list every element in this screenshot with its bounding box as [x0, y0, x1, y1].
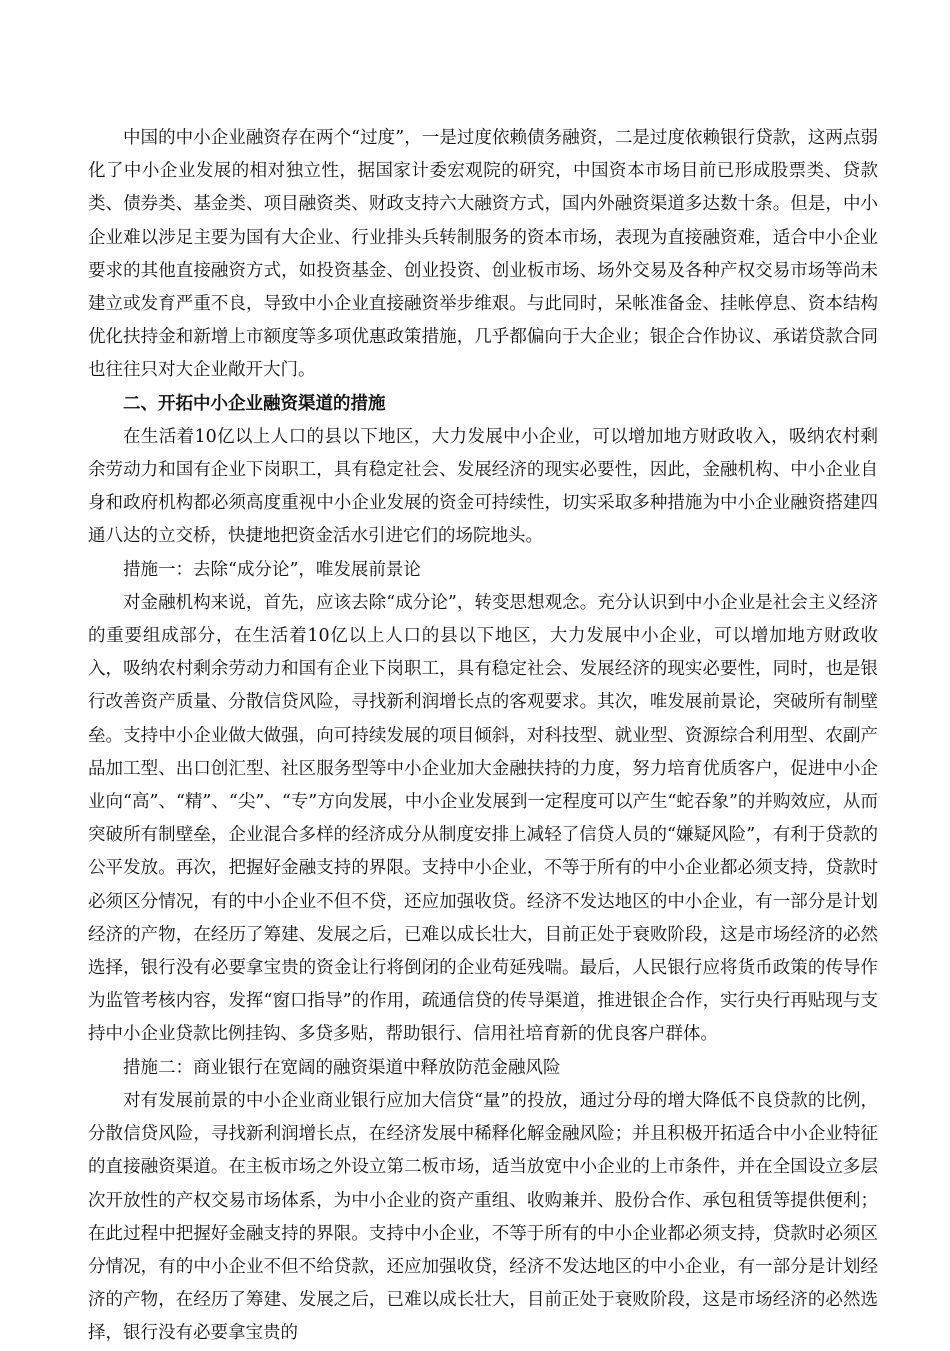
- document-body: [88, 122, 878, 1351]
- measure-two-title: 措施二：商业银行在宽阔的融资渠道中释放防范金融风险: [123, 1057, 561, 1078]
- measure-one-title: 措施一：去除“成分论”，唯发展前景论: [123, 559, 421, 580]
- paragraph-measure-one: 对金融机构来说，首先，应该去除“成分论”，转变思想观念。充分认识到中小企业是社会主义经济的重要组成部分，在生活着10亿以上人口的县以下地区，大力发展中小企业，可以增加地方财政收入，吸纳农村剩余劳动力和国有企业下岗职工，具有稳定社会、发展经济的现实必要性，同时，也是银行改善资产质量、分散信贷风险，寻找新利润增长点的客观要求。其次，唯发展前景论，突破所有制壁垒。支持中小企业做大做强，向可持续发展的项目倾斜，对科技型、就业型、资源综合利用型、农副产品加工型、出口创汇型、社区服务型等中小企业加大金融扶持的力度，努力培育优质客户，促进中小企业向“高”、“精”、“尖”、“专”方向发展，中小企业发展到一定程度可以产生“蛇吞象”的并购效应，从而突破所有制壁垒，企业混合多样的经济成分从制度安排上减轻了信贷人员的“嫌疑风险”，有利于贷款的公平发放。再次，把握好金融支持的界限。支持中小企业，不等于所有的中小企业都必须支持，贷款时必须区分情况，有的中小企业不但不贷，还应加强收贷。经济不发达地区的中小企业，有一部分是计划经济的产物，在经历了筹建、发展之后，已难以成长壮大，目前正处于衰败阶段，这是市场经济的必然选择，银行没有必要拿宝贵的资金让行将倒闭的企业苟延残喘。最后，人民银行应将货币政策的传导作为监管考核内容，发挥“窗口指导”的作用，疏通信贷的传导渠道，推进银企合作，实行央行再贴现与支持中小企业贷款比例挂钩、多贷多贴，帮助银行、信用社培育新的优良客户群体。: [88, 592, 878, 1045]
- paragraph-intro: 在生活着10亿以上人口的县以下地区，大力发展中小企业，可以增加地方财政收入，吸纳农村剩余劳动力和国有企业下岗职工，具有稳定社会、发展经济的现实必要性，因此，金融机构、中小企业自身和政府机构都必须高度重视中小企业发展的资金可持续性，切实采取多种措施为中小企业融资搭建四通八达的立交桥，快捷地把资金活水引进它们的场院地头。: [88, 426, 878, 547]
- section-heading: 二、开拓中小企业融资渠道的措施: [123, 393, 386, 414]
- paragraph-measure-two: 对有发展前景的中小企业商业银行应加大信贷“量”的投放，通过分母的增大降低不良贷款的比例，分散信贷风险，寻找新利润增长点，在经济发展中稀释化解金融风险；并且积极开拓适合中小企业特征的直接融资渠道。在主板市场之外设立第二板市场，适当放宽中小企业的上市条件，并在全国设立多层次开放性的产权交易市场体系，为中小企业的资产重组、收购兼并、股份合作、承包租赁等提供便利；在此过程中把握好金融支持的界限。支持中小企业，不等于所有的中小企业都必须支持，贷款时必须区分情况，有的中小企业不但不给贷款，还应加强收贷，经济不发达地区的中小企业，有一部分是计划经济的产物，在经历了筹建、发展之后，已难以成长壮大，目前正处于衰败阶段，这是市场经济的必然选择，银行没有必要拿宝贵的: [88, 1090, 878, 1344]
- paragraph-financing-problems: 中国的中小企业融资存在两个“过度”，一是过度依赖债务融资，二是过度依赖银行贷款，这两点弱化了中小企业发展的相对独立性，据国家计委宏观院的研究，中国资本市场目前已形成股票类、贷款类、债券类、基金类、项目融资类、财政支持六大融资方式，国内外融资渠道多达数十条。但是，中小企业难以涉足主要为国有大企业、行业排头兵转制服务的资本市场，表现为直接融资难，适合中小企业要求的其他直接融资方式，如投资基金、创业投资、创业板市场、场外交易及各种产权交易市场等尚未建立或发育严重不良，导致中小企业直接融资举步维艰。与此同时，呆帐准备金、挂帐停息、资本结构优化扶持金和新增上市额度等多项优惠政策措施，几乎都偏向于大企业；银企合作协议、承诺贷款合同也往往只对大企业敞开大门。: [88, 128, 878, 381]
